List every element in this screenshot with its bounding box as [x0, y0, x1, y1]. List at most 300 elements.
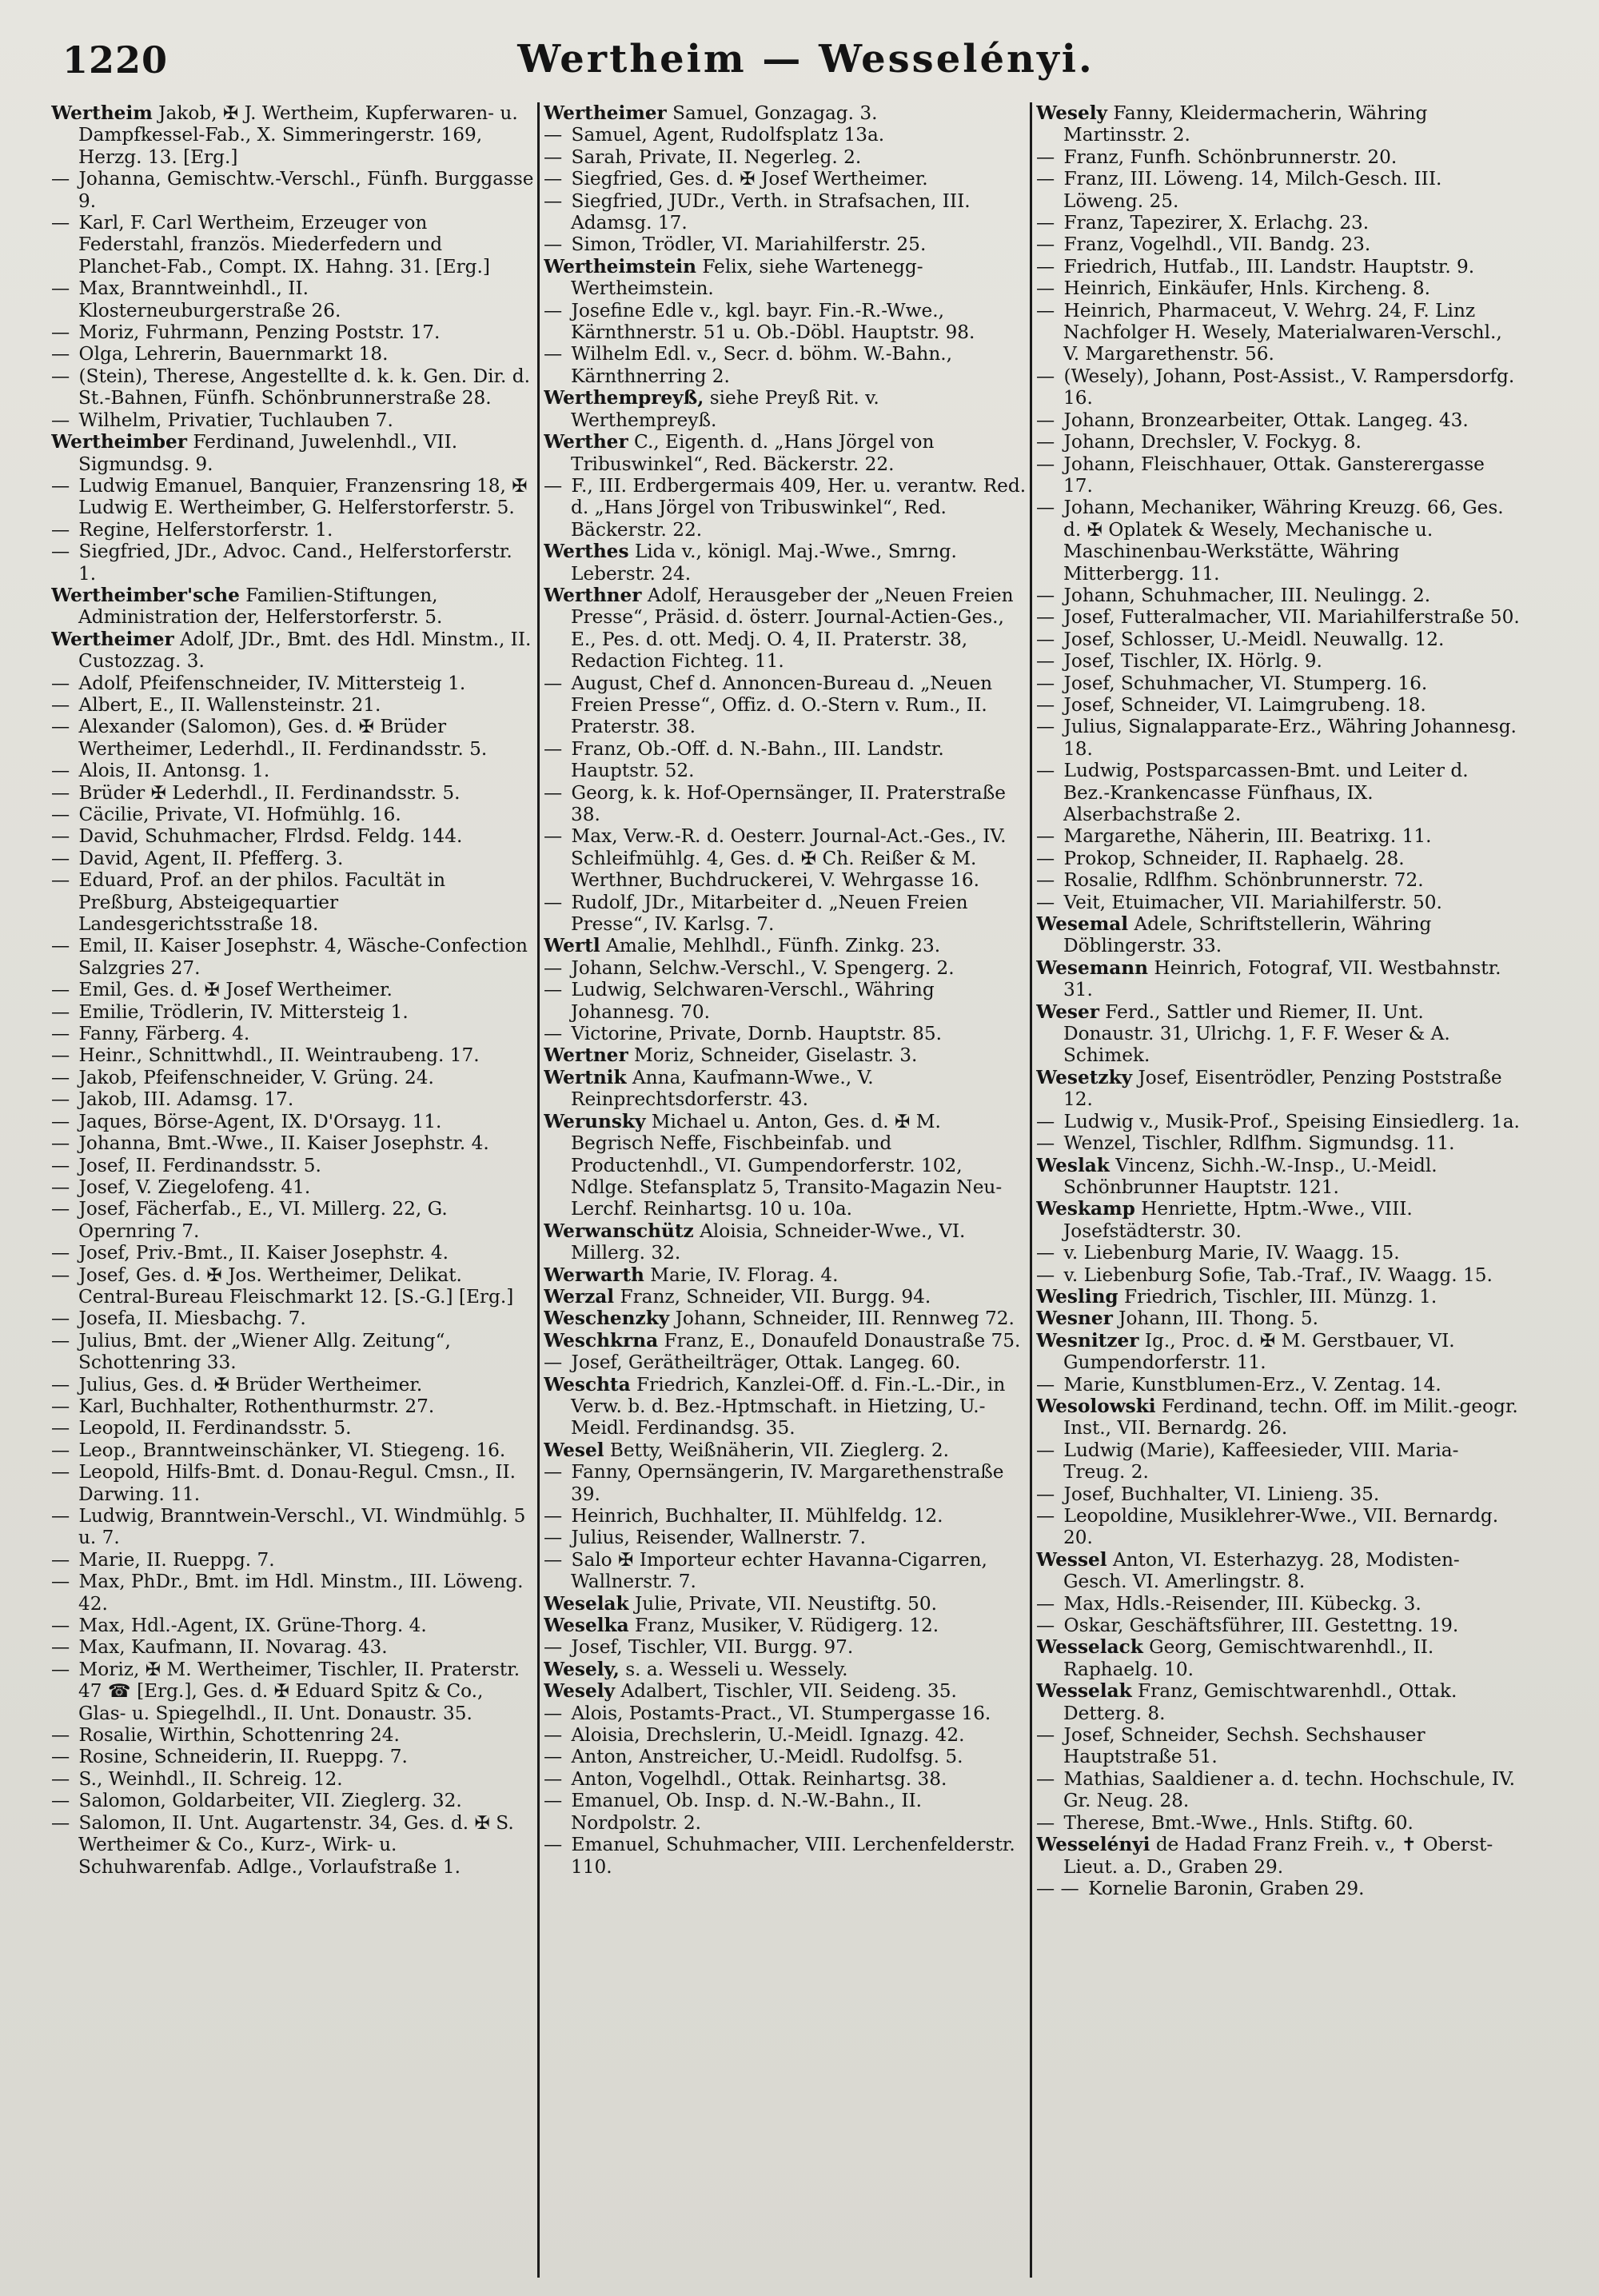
- entry-text: v. Liebenburg Sofie, Tab.-Traf., IV. Waagg. 15.: [1058, 1264, 1493, 1286]
- entry-dash: —: [51, 409, 70, 431]
- directory-entry: [51, 1044, 535, 1066]
- entry-text: Anna, Kaufmann-Wwe., V. Reinprechtsdorferstr. 43.: [571, 1066, 874, 1111]
- directory-entry: [544, 1615, 1027, 1636]
- entry-surname: Wesolowski: [1036, 1395, 1156, 1417]
- directory-entry: [1036, 1834, 1520, 1878]
- entry-dash: —: [1036, 1483, 1055, 1505]
- entry-dash: —: [1036, 869, 1055, 892]
- directory-entry: [1036, 1724, 1520, 1768]
- entry-dash: —: [51, 781, 70, 804]
- entry-dash: —: [51, 1395, 70, 1417]
- directory-entry: [544, 1527, 1027, 1548]
- entry-dash: —: [544, 234, 563, 256]
- entry-dash: —: [51, 1329, 70, 1352]
- directory-entry: [51, 365, 535, 409]
- entry-text: Ferdinand, Juwelenhdl., VII. Sigmundsg. 9.: [78, 431, 458, 475]
- entry-dash: —: [1036, 255, 1055, 278]
- entry-text: Jakob, ✠ J. Wertheim, Kupferwaren- u. Dampfkessel-Fab., X. Simmeringerstr. 169, Herzg. 13. [Erg.]: [78, 102, 518, 168]
- directory-entry: [1036, 1242, 1520, 1264]
- entry-text: Leop., Branntweinschänker, VI. Stiegeng. 16.: [73, 1439, 506, 1461]
- directory-entry: [51, 1264, 535, 1308]
- directory-entry: [51, 1242, 535, 1264]
- directory-entry: [544, 892, 1027, 936]
- entry-surname: Werunsky: [544, 1110, 646, 1132]
- directory-entry: [1036, 1878, 1520, 1899]
- entry-text: Margarethe, Näherin, III. Beatrixg. 11.: [1058, 825, 1432, 848]
- entry-dash: —: [544, 1790, 563, 1812]
- entry-text: Johann, Selchw.-Verschl., V. Spengerg. 2.: [565, 956, 955, 979]
- entry-text: Anton, VI. Esterhazyg. 28, Modisten-Gesch. VI. Amerlingstr. 8.: [1063, 1548, 1460, 1593]
- directory-entry: [544, 1023, 1027, 1044]
- entry-text: Georg, Gemischtwarenhdl., II. Raphaelg. 10.: [1063, 1636, 1434, 1680]
- directory-entry: [51, 1571, 535, 1615]
- directory-column-1: [51, 102, 535, 2286]
- entry-text: Friedrich, Hutfab., III. Landstr. Hauptstr. 9.: [1058, 255, 1475, 278]
- entry-text: Johann, Schuhmacher, III. Neulingg. 2.: [1058, 584, 1431, 606]
- directory-entry: [51, 1790, 535, 1811]
- entry-surname: Wesner: [1036, 1308, 1113, 1330]
- directory-entry: [1036, 1439, 1520, 1483]
- entry-dash: —: [544, 1702, 563, 1724]
- directory-entry: [544, 1220, 1027, 1264]
- entry-text: Lida v., königl. Maj.-Wwe., Smrng. Leberstr. 24.: [571, 541, 957, 585]
- entry-text: Josef, Priv.-Bmt., II. Kaiser Josephstr. 4.: [73, 1242, 449, 1264]
- entry-dash: —: [51, 869, 70, 892]
- entry-text: Josef, Schneider, Sechsh. Sechshauser Hauptstraße 51.: [1058, 1724, 1426, 1768]
- entry-text: Max, Hdls.-Reisender, III. Kübeckg. 3.: [1058, 1592, 1422, 1615]
- entry-text: S., Weinhdl., II. Schreig. 12.: [73, 1767, 343, 1790]
- directory-entry: [1036, 585, 1520, 606]
- directory-entry: [544, 585, 1027, 673]
- entry-dash: —: [1036, 409, 1055, 431]
- entry-text: Aloisia, Schneider-Wwe., VI. Millerg. 32.: [571, 1220, 966, 1264]
- entry-text: Josef, Buchhalter, VI. Linieng. 35.: [1058, 1483, 1380, 1505]
- entry-surname: Weskamp: [1036, 1198, 1135, 1220]
- entry-dash: —: [51, 935, 70, 957]
- directory-entry: [1036, 1198, 1520, 1242]
- entry-text: Ludwig, Selchwaren-Verschl., Währing Johannesg. 70.: [565, 979, 935, 1023]
- directory-entry: [1036, 892, 1520, 913]
- directory-entry: [51, 673, 535, 694]
- entry-dash: —: [1036, 1615, 1055, 1637]
- directory-entry: [1036, 1396, 1520, 1439]
- entry-surname: Wertheimber'sche: [51, 584, 240, 606]
- directory-entry: [51, 694, 535, 716]
- entry-text: Karl, Buchhalter, Rothenthurmstr. 27.: [73, 1395, 435, 1417]
- directory-entry: [544, 1593, 1027, 1615]
- entry-dash: —: [51, 1548, 70, 1571]
- entry-dash: —: [544, 299, 563, 321]
- entry-text: Siegfried, JUDr., Verth. in Strafsachen, III. Adamsg. 17.: [565, 190, 971, 234]
- entry-dash: —: [1036, 299, 1055, 321]
- entry-dash: —: [1036, 212, 1055, 234]
- entry-text: Adolf, Pfeifenschneider, IV. Mittersteig 1.: [73, 672, 466, 694]
- entry-dash: —: [1036, 650, 1055, 673]
- directory-entry: [51, 321, 535, 343]
- entry-text: Heinrich, Pharmaceut, V. Wehrg. 24, F. Linz Nachfolger H. Wesely, Materialwaren-Verschl., V. Margarethenstr. 56.: [1058, 299, 1502, 365]
- directory-entry: [51, 278, 535, 321]
- entry-dash: —: [1036, 365, 1055, 387]
- directory-entry: [51, 1439, 535, 1461]
- entry-text: Anton, Vogelhdl., Ottak. Reinhartsg. 38.: [565, 1767, 947, 1790]
- entry-dash: —: [51, 1373, 70, 1396]
- entry-text: Johann, Mechaniker, Währing Kreuzg. 66, Ges. d. ✠ Oplatek & Wesely, Mechanische u. Maschinenbau-Werkstätte, Währing Mitterbergg. 11.: [1058, 497, 1504, 585]
- entry-surname: Wesselack: [1036, 1636, 1143, 1659]
- entry-dash: —: [51, 1242, 70, 1264]
- entry-dash: —: [51, 1658, 70, 1680]
- directory-entry: [1036, 1132, 1520, 1154]
- entry-surname: Weselka: [544, 1615, 629, 1637]
- entry-dash: —: [544, 825, 563, 848]
- entry-surname: Wesselényi: [1036, 1834, 1150, 1856]
- entry-text: Sarah, Private, II. Negerleg. 2.: [565, 146, 862, 168]
- entry-text: Samuel, Gonzagag. 3.: [666, 102, 878, 124]
- entry-text: Josef, Schneider, VI. Laimgrubeng. 18.: [1058, 693, 1426, 716]
- entry-text: Josefine Edle v., kgl. bayr. Fin.-R.-Wwe., Kärnthnerstr. 51 u. Ob.-Döbl. Hauptstr. 98.: [565, 299, 975, 344]
- entry-text: s. a. Wesseli u. Wessely.: [619, 1658, 848, 1680]
- entry-dash: —: [544, 979, 563, 1001]
- entry-dash: —: [51, 1198, 70, 1220]
- directory-entry: [51, 1132, 535, 1154]
- entry-text: Ig., Proc. d. ✠ M. Gerstbauer, VI. Gumpendorferstr. 11.: [1063, 1329, 1455, 1374]
- entry-text: Ludwig (Marie), Kaffeesieder, VIII. Maria-Treug. 2.: [1058, 1439, 1459, 1483]
- entry-text: Josefa, II. Miesbachg. 7.: [73, 1308, 306, 1330]
- entry-text: Alois, Postamts-Pract., VI. Stumpergasse 16.: [565, 1702, 991, 1724]
- entry-dash: —: [1036, 431, 1055, 453]
- directory-entry: [544, 541, 1027, 585]
- directory-entry: [544, 1111, 1027, 1220]
- directory-entry: [1036, 1615, 1520, 1636]
- entry-surname: Wesemal: [1036, 913, 1129, 936]
- directory-entry: [544, 1308, 1027, 1329]
- entry-text: Marie, IV. Florag. 4.: [644, 1264, 839, 1286]
- entry-text: Franz, Tapezirer, X. Erlachg. 23.: [1058, 212, 1370, 234]
- directory-entry: [544, 1461, 1027, 1505]
- entry-dash: —: [1036, 606, 1055, 629]
- directory-entry: [544, 1636, 1027, 1658]
- entry-text: Josef, Eisentrödler, Penzing Poststraße 12.: [1063, 1066, 1502, 1111]
- entry-text: Josef, Gerätheilträger, Ottak. Langeg. 60.: [565, 1352, 961, 1374]
- directory-entry: [544, 1067, 1027, 1111]
- entry-dash: —: [51, 1505, 70, 1527]
- entry-text: Brüder ✠ Lederhdl., II. Ferdinandsstr. 5.: [73, 781, 461, 804]
- directory-entry: [1036, 1768, 1520, 1812]
- entry-text: Rosalie, Rdlfhm. Schönbrunnerstr. 72.: [1058, 869, 1424, 892]
- entry-dash: —: [51, 1110, 70, 1132]
- directory-entry: [1036, 1374, 1520, 1396]
- entry-dash: —: [51, 693, 70, 716]
- entry-dash: —: [51, 1132, 70, 1155]
- entry-dash: —: [51, 1154, 70, 1176]
- entry-text: Therese, Bmt.-Wwe., Hnls. Stiftg. 60.: [1058, 1811, 1414, 1834]
- entry-text: Moriz, Fuhrmann, Penzing Poststr. 17.: [73, 321, 441, 344]
- entry-text: Mathias, Saaldiener a. d. techn. Hochschule, IV. Gr. Neug. 28.: [1058, 1767, 1516, 1812]
- directory-entry: [1036, 1593, 1520, 1615]
- entry-dash: —: [544, 1352, 563, 1374]
- directory-entry: [1036, 1264, 1520, 1286]
- entry-text: David, Schuhmacher, Flrdsd. Feldg. 144.: [73, 825, 463, 848]
- entry-text: Josef, Tischler, IX. Hörlg. 9.: [1058, 650, 1322, 673]
- directory-entry: [544, 673, 1027, 738]
- entry-dash: —: [544, 146, 563, 168]
- directory-entry: [544, 1505, 1027, 1527]
- entry-surname: Wertheimstein: [544, 255, 696, 278]
- directory-entry: [1036, 1308, 1520, 1329]
- directory-entry: [1036, 1636, 1520, 1680]
- entry-text: Franz, Vogelhdl., VII. Bandg. 23.: [1058, 234, 1371, 256]
- entry-surname: Wesemann: [1036, 956, 1148, 979]
- entry-text: Cäcilie, Private, VI. Hofmühlg. 16.: [73, 804, 401, 825]
- entry-text: Josef, V. Ziegelofeng. 41.: [73, 1176, 311, 1198]
- directory-entry: [544, 168, 1027, 190]
- entry-dash: —: [1036, 891, 1055, 913]
- directory-entry: [1036, 1001, 1520, 1067]
- entry-surname: Werthes: [544, 541, 629, 563]
- entry-text: Josef, Tischler, VII. Burgg. 97.: [565, 1636, 854, 1659]
- entry-text: Ludwig, Branntwein-Verschl., VI. Windmühlg. 5 u. 7.: [73, 1505, 526, 1549]
- entry-text: Moriz, ✠ M. Wertheimer, Tischler, II. Praterstr. 47 ☎ [Erg.], Ges. d. ✠ Eduard Spitz & Co., Glas- u. Spiegelhdl., II. Unt. Donaustr. 35.: [73, 1658, 520, 1724]
- entry-dash: —: [1036, 1373, 1055, 1396]
- directory-entry: [544, 1746, 1027, 1767]
- directory-entry: [1036, 300, 1520, 365]
- entry-text: Franz, Ob.-Off. d. N.-Bahn., III. Landstr. Hauptstr. 52.: [565, 737, 944, 782]
- entry-text: Johanna, Bmt.-Wwe., II. Kaiser Josephstr. 4.: [73, 1132, 489, 1155]
- directory-entry: [51, 102, 535, 168]
- entry-text: Felix, siehe Wartenegg-Wertheimstein.: [571, 255, 923, 300]
- directory-entry: [1036, 650, 1520, 672]
- entry-text: David, Agent, II. Pfefferg. 3.: [73, 847, 344, 869]
- entry-dash: —: [51, 1044, 70, 1067]
- directory-entry: [51, 1549, 535, 1571]
- directory-entry: [544, 124, 1027, 146]
- entry-surname: Wessel: [1036, 1548, 1107, 1571]
- directory-entry: [1036, 212, 1520, 234]
- directory-entry: [544, 738, 1027, 782]
- entry-text: Ferd., Sattler und Riemer, II. Unt. Donaustr. 31, Ulrichg. 1, F. F. Weser & A. Schimek.: [1063, 1000, 1450, 1067]
- entry-text: Heinrich, Fotograf, VII. Westbahnstr. 31.: [1063, 956, 1501, 1001]
- entry-text: Emilie, Trödlerin, IV. Mittersteig 1.: [73, 1000, 409, 1023]
- entry-dash: —: [1036, 672, 1055, 694]
- entry-text: Josef, Futteralmacher, VII. Mariahilferstraße 50.: [1058, 606, 1520, 629]
- directory-entry: [1036, 256, 1520, 278]
- directory-entry: [51, 1330, 535, 1374]
- directory-entry: [1036, 234, 1520, 255]
- entry-dash: —: [544, 737, 563, 760]
- directory-entry: [544, 431, 1027, 475]
- page-header: [62, 32, 1549, 96]
- directory-entry: [51, 629, 535, 673]
- entry-text: Samuel, Agent, Rudolfsplatz 13a.: [565, 124, 885, 146]
- directory-entry: [544, 1659, 1027, 1680]
- entry-surname: Wertl: [544, 935, 600, 957]
- entry-surname: Wesselak: [1036, 1680, 1132, 1703]
- entry-surname: Werwarth: [544, 1264, 644, 1286]
- entry-text: Ludwig Emanuel, Banquier, Franzensring 18, ✠ Ludwig E. Wertheimber, G. Helferstorferstr. 5.: [73, 474, 528, 519]
- entry-text: Max, Verw.-R. d. Oesterr. Journal-Act.-Ges., IV. Schleifmühlg. 4, Ges. d. ✠ Ch. Reißer & M. Werthner, Buchdruckerei, V. Wehrgasse 16.: [565, 825, 1007, 892]
- entry-text: Rosalie, Wirthin, Schottenring 24.: [73, 1724, 400, 1747]
- directory-entry: [51, 1023, 535, 1044]
- directory-entry: [51, 782, 535, 804]
- entry-text: Max, Kaufmann, II. Novarag. 43.: [73, 1636, 388, 1659]
- directory-entry: [544, 1286, 1027, 1308]
- column-divider: [537, 102, 540, 2278]
- entry-dash: —: [544, 1461, 563, 1483]
- directory-entry: [1036, 716, 1520, 760]
- directory-entry: [544, 782, 1027, 826]
- entry-text: Simon, Trödler, VI. Mariahilferstr. 25.: [565, 234, 927, 256]
- entry-text: Adele, Schriftstellerin, Währing Döblingerstr. 33.: [1063, 913, 1432, 957]
- entry-dash: —: [51, 1811, 70, 1834]
- entry-dash: —: [544, 1548, 563, 1571]
- entry-text: C., Eigenth. d. „Hans Jörgel von Tribuswinkel“, Red. Bäckerstr. 22.: [571, 431, 935, 475]
- directory-entry: [544, 1549, 1027, 1593]
- entry-dash: —: [1036, 1132, 1055, 1155]
- entry-dash: —: [1036, 1724, 1055, 1747]
- entry-surname: Wesely: [544, 1680, 615, 1703]
- entry-text: (Wesely), Johann, Post-Assist., V. Rampersdorfg. 16.: [1058, 365, 1515, 409]
- directory-entry: [1036, 694, 1520, 716]
- directory-entry: [1036, 1286, 1520, 1308]
- directory-entry: [544, 343, 1027, 387]
- entry-dash: —: [544, 474, 563, 497]
- directory-entry: [544, 300, 1027, 344]
- directory-entry: [544, 102, 1027, 124]
- entry-surname: Wertheimber: [51, 431, 187, 453]
- directory-entry: [544, 190, 1027, 234]
- directory-entry: [1036, 629, 1520, 650]
- entry-surname: Wertnik: [544, 1066, 627, 1088]
- directory-entry: [51, 1746, 535, 1767]
- entry-text: Aloisia, Drechslerin, U.-Meidl. Ignazg. 42.: [565, 1724, 965, 1747]
- entry-text: Emanuel, Schuhmacher, VIII. Lerchenfelderstr. 110.: [565, 1834, 1015, 1878]
- entry-dash: —: [1036, 453, 1055, 475]
- directory-entry: [1036, 1505, 1520, 1549]
- entry-text: Leopold, Hilfs-Bmt. d. Donau-Regul. Cmsn., II. Darwing. 11.: [73, 1461, 516, 1505]
- entry-dash: —: [1036, 1592, 1055, 1615]
- entry-text: Johann, Schneider, III. Rennweg 72.: [669, 1308, 1015, 1330]
- entry-text: Marie, II. Rueppg. 7.: [73, 1548, 275, 1571]
- entry-dash: —: [51, 825, 70, 848]
- entry-dash: —: [1036, 1767, 1055, 1790]
- entry-text: F., III. Erdbergermais 409, Her. u. verantw. Red. d. „Hans Jörgel von Tribuswinkel“, Red. Bäckerstr. 22.: [565, 474, 1027, 541]
- entry-dash: —: [51, 1724, 70, 1747]
- entry-surname: Wesely: [1036, 102, 1107, 124]
- entry-text: Salomon, Goldarbeiter, VII. Zieglerg. 32.: [73, 1790, 462, 1812]
- entry-dash: —: [51, 1264, 70, 1286]
- entry-surname: Werthempreyß,: [544, 387, 704, 409]
- directory-entry: [544, 1264, 1027, 1286]
- entry-text: siehe Preyß Rit. v. Werthempreyß.: [571, 387, 879, 431]
- entry-surname: Werzal: [544, 1285, 615, 1308]
- directory-entry: [1036, 957, 1520, 1001]
- directory-entry: [544, 1352, 1027, 1373]
- entry-text: Veit, Etuimacher, VII. Mariahilferstr. 50.: [1058, 891, 1442, 913]
- entry-text: Wenzel, Tischler, Rdlfhm. Sigmundsg. 11.: [1058, 1132, 1455, 1155]
- directory-entry: [1036, 1812, 1520, 1834]
- entry-dash: —: [51, 278, 70, 300]
- entry-dash: —: [51, 1461, 70, 1483]
- entry-dash: —: [51, 1439, 70, 1461]
- entry-text: Olga, Lehrerin, Bauernmarkt 18.: [73, 343, 389, 365]
- directory-entry: [544, 1374, 1027, 1439]
- directory-entry: [544, 1790, 1027, 1834]
- entry-dash: —: [544, 168, 563, 190]
- directory-entry: [1036, 760, 1520, 825]
- entry-text: Max, PhDr., Bmt. im Hdl. Minstm., III. Löweng. 42.: [73, 1571, 524, 1615]
- directory-entry: [51, 1615, 535, 1636]
- entry-text: Julie, Private, VII. Neustiftg. 50.: [628, 1592, 938, 1615]
- directory-entry: [51, 869, 535, 935]
- entry-dash: —: [51, 1767, 70, 1790]
- directory-entry: [51, 1724, 535, 1746]
- entry-text: Betty, Weißnäherin, VII. Zieglerg. 2.: [604, 1439, 950, 1461]
- entry-text: Ferdinand, techn. Off. im Milit.-geogr. Inst., VII. Bernardg. 26.: [1063, 1395, 1518, 1439]
- entry-text: Victorine, Private, Dornb. Hauptstr. 85.: [565, 1023, 942, 1045]
- directory-entry: [1036, 606, 1520, 628]
- directory-entry: [51, 1505, 535, 1549]
- directory-entry: [51, 716, 535, 760]
- directory-entry: [1036, 1111, 1520, 1132]
- entry-text: Heinr., Schnittwhdl., II. Weintraubeng. 17.: [73, 1044, 480, 1067]
- entry-text: Ludwig v., Musik-Prof., Speising Einsiedlerg. 1a.: [1058, 1110, 1520, 1132]
- directory-entry: [1036, 365, 1520, 409]
- entry-text: Amalie, Mehlhdl., Fünfh. Zinkg. 23.: [600, 935, 941, 957]
- directory-entry: [544, 234, 1027, 255]
- entry-text: Franz, Funfh. Schönbrunnerstr. 20.: [1058, 146, 1398, 168]
- entry-dash: —: [1036, 278, 1055, 300]
- directory-entry: [1036, 497, 1520, 585]
- entry-text: Franz, E., Donaufeld Donaustraße 75.: [658, 1329, 1021, 1352]
- entry-text: Alois, II. Antonsg. 1.: [73, 760, 270, 782]
- entry-dash: —: [51, 1308, 70, 1330]
- entry-text: Fanny, Färberg. 4.: [73, 1023, 250, 1045]
- directory-entry: [544, 979, 1027, 1023]
- entry-surname: Wesel: [544, 1439, 604, 1461]
- entry-dash: —: [1036, 716, 1055, 738]
- entry-text: Julius, Ges. d. ✠ Brüder Wertheimer.: [73, 1373, 423, 1396]
- directory-entry: [51, 1067, 535, 1088]
- directory-entry: [544, 1768, 1027, 1790]
- directory-entry: [1036, 1067, 1520, 1111]
- directory-column-2: [544, 102, 1027, 2286]
- directory-entry: [51, 1308, 535, 1329]
- entry-text: Friedrich, Kanzlei-Off. d. Fin.-L.-Dir., in Verw. b. d. Bez.-Hptmschaft. in Hietzing, U.-Meidl. Ferdinandsg. 35.: [571, 1373, 1006, 1439]
- entry-dash: —: [544, 1023, 563, 1045]
- directory-entry: [51, 1636, 535, 1658]
- entry-dash: —: [1036, 825, 1055, 848]
- entry-text: Adolf, Herausgeber der „Neuen Freien Presse“, Präsid. d. österr. Journal-Actien-Ges., E., Pes. d. ott. Medj. O. 4, II. Praterstr. 38, Redaction Fichteg. 11.: [571, 584, 1014, 673]
- directory-entry: [51, 1088, 535, 1110]
- entry-dash: —: [1036, 1264, 1055, 1286]
- entry-surname: Weser: [1036, 1000, 1099, 1023]
- directory-entry: [1036, 431, 1520, 453]
- entry-text: Fanny, Kleidermacherin, Währing Martinsstr. 2.: [1063, 102, 1428, 146]
- entry-surname: Weschenzky: [544, 1308, 670, 1330]
- entry-dash: —: [51, 343, 70, 365]
- entry-dash: —: [51, 1066, 70, 1088]
- entry-dash: —: [544, 1767, 563, 1790]
- directory-entry: [51, 1659, 535, 1724]
- entry-surname: Wertheim: [51, 102, 153, 124]
- entry-text: de Hadad Franz Freih. v., ✝ Oberst-Lieut. a. D., Graben 29.: [1063, 1834, 1493, 1878]
- entry-dash: —: [1036, 628, 1055, 650]
- directory-entry: [544, 1680, 1027, 1702]
- entry-dash: —: [51, 760, 70, 782]
- entry-dash: —: [544, 672, 563, 694]
- directory-entry: [51, 168, 535, 212]
- entry-text: Josef, II. Ferdinandsstr. 5.: [73, 1154, 321, 1176]
- directory-entry: [1036, 1483, 1520, 1505]
